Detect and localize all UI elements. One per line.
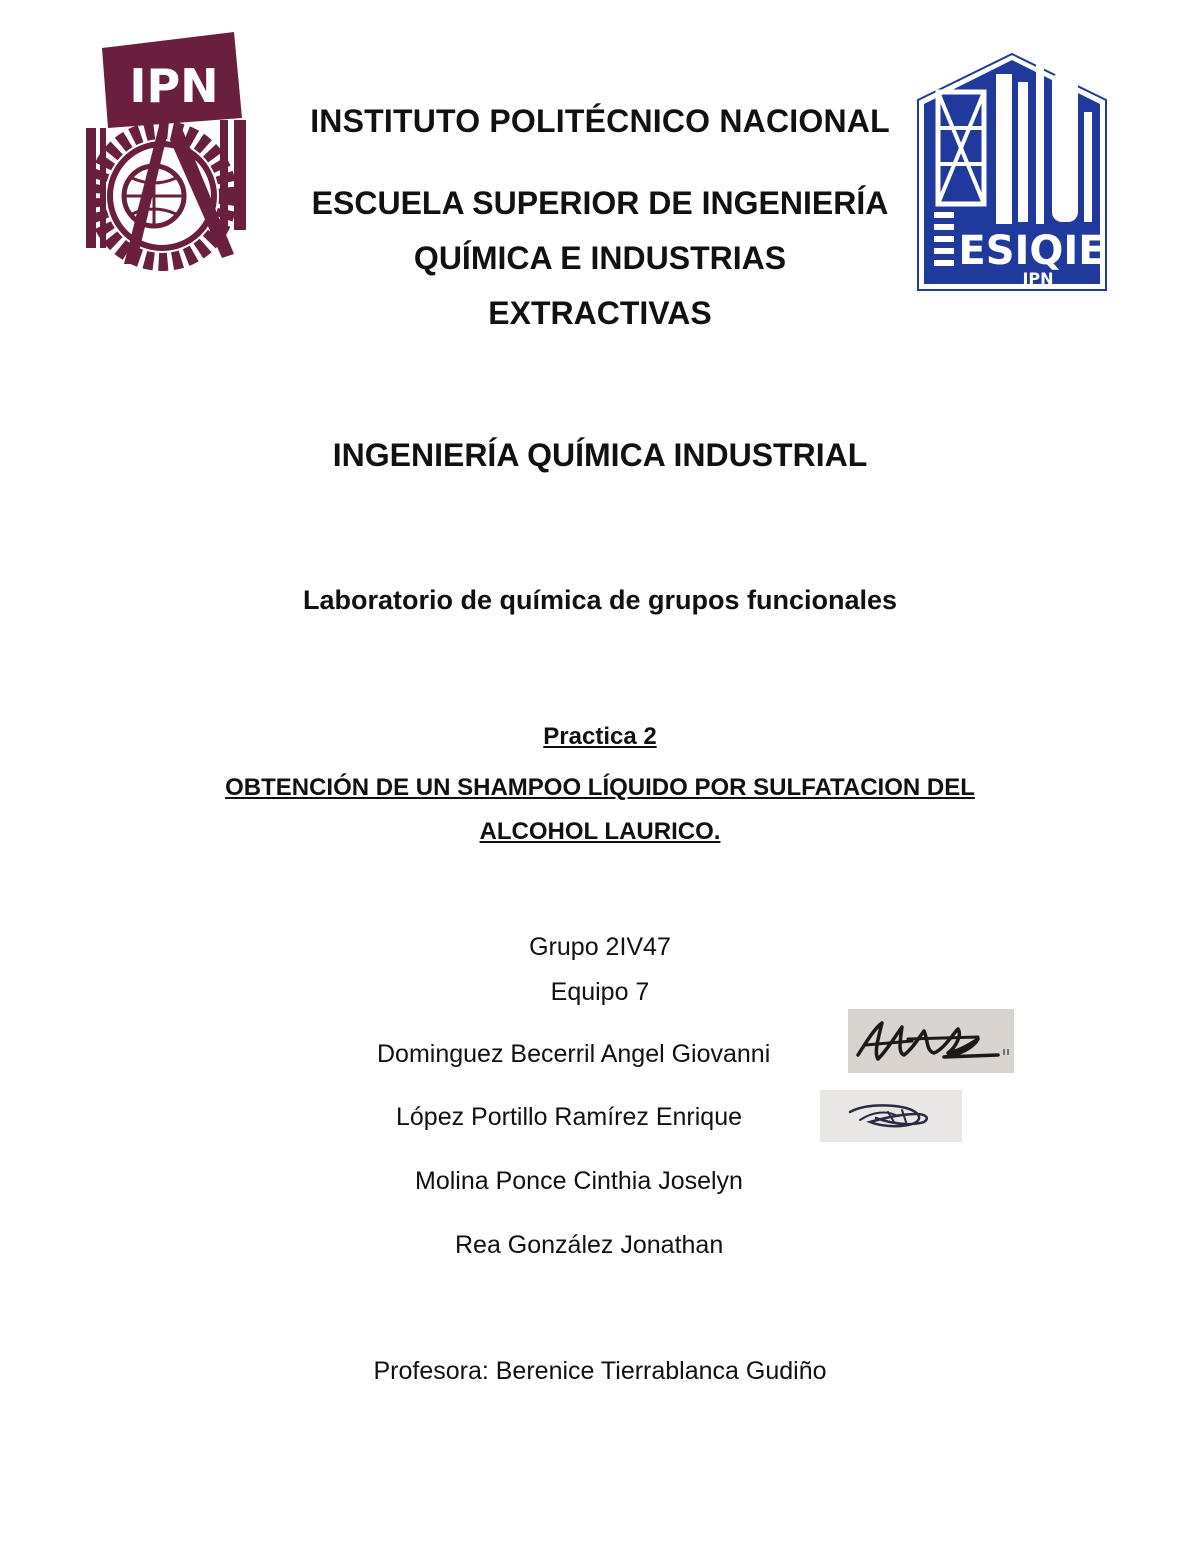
group-label: Grupo 2IV47 (529, 933, 671, 961)
team-label: Equipo 7 (550, 978, 650, 1006)
practice-title-line: ALCOHOL LAURICO. (479, 818, 721, 845)
ipn-logo-text: IPN (129, 59, 219, 113)
signature-image (848, 1009, 1014, 1073)
team-member: Rea González Jonathan (455, 1231, 724, 1259)
school-name (0, 176, 1200, 341)
practice-title (0, 766, 1200, 854)
school-name-line: EXTRACTIVAS (488, 295, 712, 331)
practice-title-line: OBTENCIÓN DE UN SHAMPOO LÍQUIDO POR SULFATACION DEL (225, 774, 975, 801)
school-name-line: QUÍMICA E INDUSTRIAS (413, 240, 787, 276)
career-title: INGENIERÍA QUÍMICA INDUSTRIAL (332, 437, 868, 473)
team-member: Molina Ponce Cinthia Joselyn (415, 1167, 743, 1195)
school-name-line: ESCUELA SUPERIOR DE INGENIERÍA (311, 185, 889, 221)
signature-image (820, 1090, 962, 1142)
team-member: Dominguez Becerril Angel Giovanni (377, 1040, 771, 1068)
lab-name: Laboratorio de química de grupos funcionales (302, 585, 898, 615)
institution-title: INSTITUTO POLITÉCNICO NACIONAL (310, 103, 890, 139)
esiqie-logo-subtext: IPN (1022, 269, 1054, 288)
professor-name: Profesora: Berenice Tierrablanca Gudiño (373, 1357, 827, 1385)
practice-label: Practica 2 (543, 723, 657, 750)
team-member: López Portillo Ramírez Enrique (396, 1103, 742, 1131)
esiqie-logo-text: ESIQIE (958, 228, 1106, 274)
